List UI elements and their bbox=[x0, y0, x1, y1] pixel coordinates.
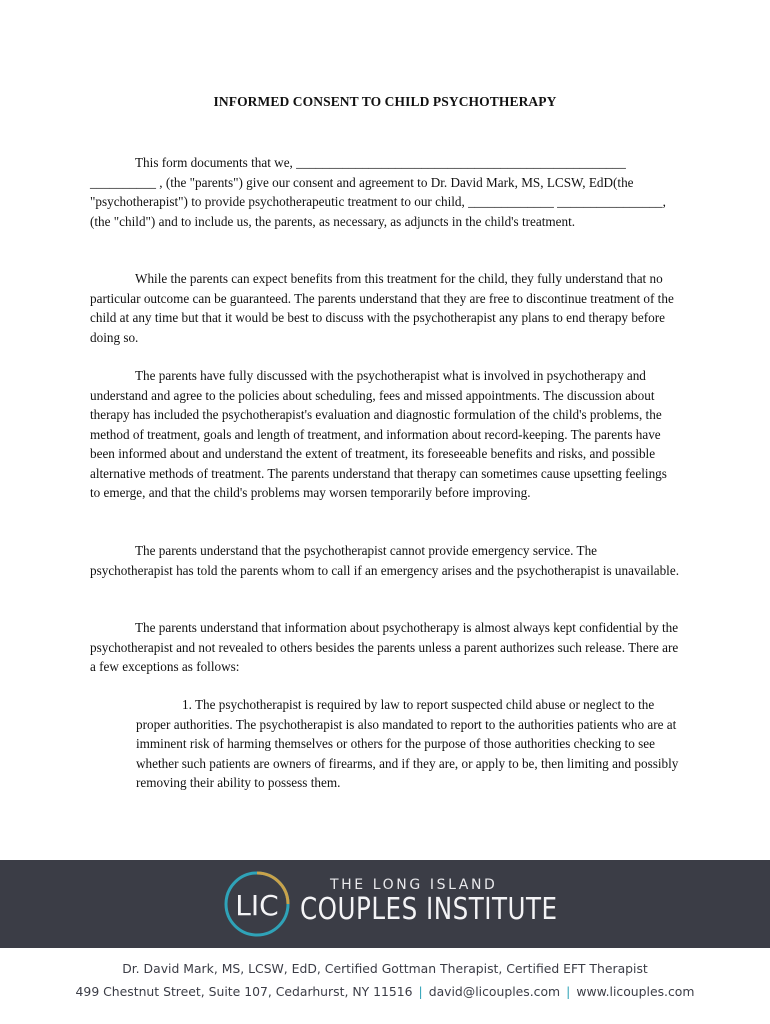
logo-letters: LIC bbox=[235, 889, 279, 922]
separator: | bbox=[566, 984, 571, 999]
address-text: 499 Chestnut Street, Suite 107, Cedarhurst, NY 11516 bbox=[75, 984, 413, 999]
email-link[interactable]: david@licouples.com bbox=[428, 984, 561, 999]
footer-banner bbox=[0, 860, 770, 948]
exception-list-item-1: 1. The psychotherapist is required by law to report suspected child abuse or neglect to the proper authorities. The psychotherapist is also mandated to report to the authorities patients who are at imminent risk of harming themselves or others for the purpose of those authorities checking to see whether such patients are owners of firearms, and if they are, or apply to be, then limiting and possibly removing their ability to possess them. bbox=[136, 697, 679, 790]
contact-line bbox=[0, 984, 770, 999]
confidentiality-paragraph: The parents understand that information about psychotherapy is almost always kept confidential by the psychotherapist and not revealed to others besides the parents unless a parent authorizes such release. There are a few exceptions as follows: bbox=[90, 620, 679, 674]
logo-main-text: COUPLES INSTITUTE bbox=[300, 892, 558, 927]
benefits-paragraph: While the parents can expect benefits from this treatment for the child, they fully understand that no particular outcome can be guaranteed. The parents understand that they are free to discontinue treatment of the child at any time but that it would be best to discuss with the psychotherapist any plans to end therapy before doing so. bbox=[90, 271, 674, 345]
consent-paragraph-1: This form documents that we, __________________________________________________ __________ , (the "parents") give our consent and agreement to Dr. David Mark, MS, LCSW, EdD(the "psychotherapist") to provide psychotherapeutic treatment to our child, _____________ ________________, (the "child") and to include us, the parents, as necessary, as adjuncts in the child's treatment. bbox=[90, 155, 666, 229]
logo-top-text: THE LONG ISLAND bbox=[330, 877, 498, 893]
discussion-paragraph: The parents have fully discussed with the psychotherapist what is involved in psychotherapy and understand and agree to the policies about scheduling, fees and missed appointments. The discussion about therapy has included the psychotherapist's evaluation and diagnostic formulation of the child's problems, the method of treatment, goals and length of treatment, and information about record-keeping. The parents have been informed about and understand the extent of treatment, its foreseeable benefits and risks, and possible alternative methods of treatment. The parents understand that therapy can sometimes cause upsetting feelings to emerge, and that the child's problems may worsen temporarily before improving. bbox=[90, 368, 667, 500]
website-link[interactable]: www.licouples.com bbox=[576, 984, 695, 999]
document-title: INFORMED CONSENT TO CHILD PSYCHOTHERAPY bbox=[213, 94, 557, 109]
credentials-line: Dr. David Mark, MS, LCSW, EdD, Certified Gottman Therapist, Certified EFT Therapist bbox=[122, 961, 648, 976]
separator: | bbox=[418, 984, 423, 999]
institute-logo-icon bbox=[222, 869, 292, 939]
emergency-paragraph: The parents understand that the psychotherapist cannot provide emergency service. The psychotherapist has told the parents whom to call if an emergency arises and the psychotherapist is unavailable. bbox=[90, 543, 679, 578]
